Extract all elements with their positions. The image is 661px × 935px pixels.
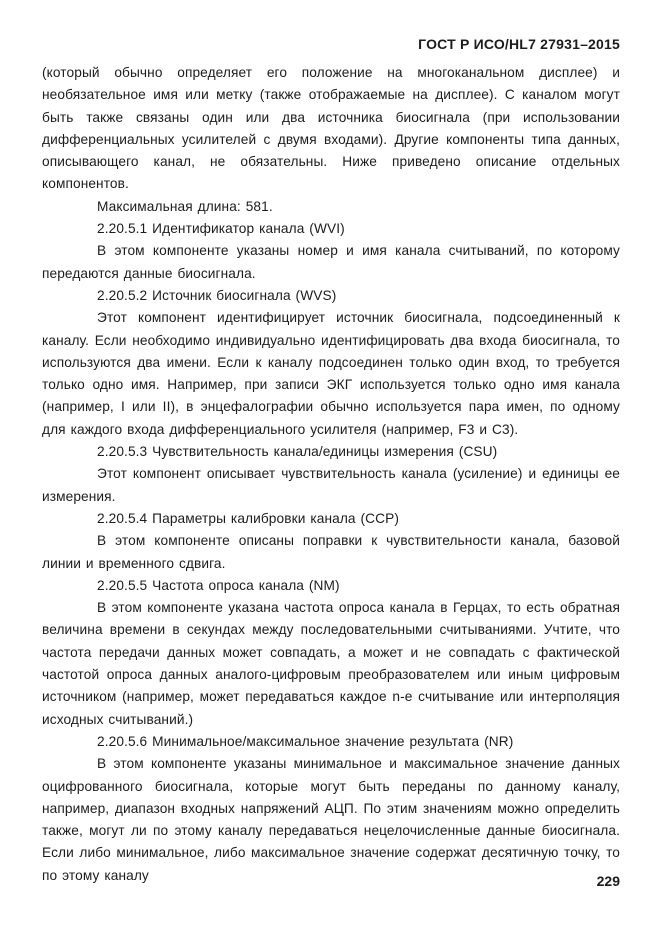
section-heading-2-20-5-6: 2.20.5.6 Минимальное/максимальное значение результата (NR) (97, 733, 514, 749)
paragraph: В этом компоненте описаны поправки к чувствительности канала, базовой линии и временного сдвига. (42, 533, 620, 571)
section-heading-2-20-5-2: 2.20.5.2 Источник биосигнала (WVS) (97, 287, 337, 303)
paragraph-continuation: (который обычно определяет его положение на многоканальном дисплее) и необязательное имя или метку (также отображаемые на дисплее). С каналом могут быть также связаны один или два источника биосигнала (при использовании дифференциальных усилителей с двумя входами). Другие компоненты типа данных, описывающего канал, не обязательны. Ниже приведено описание отдельных компонентов. (42, 65, 620, 192)
page-number: 229 (596, 873, 620, 889)
section-heading-2-20-5-4: 2.20.5.4 Параметры калибровки канала (CCP) (97, 510, 400, 526)
section-heading-2-20-5-3: 2.20.5.3 Чувствительность канала/единицы измерения (CSU) (97, 444, 498, 460)
paragraph: В этом компоненте указаны минимальное и максимальное значение данных оцифрованного биосигнала, которые могут быть переданы по данному каналу, например, диапазон входных напряжений АЦП. По этим значениям можно определить также, могут ли по этому каналу передаваться нецелочисленные данные биосигнала. Если либо минимальное, либо максимальное значение содержат десятичную точку, то по этому каналу (42, 756, 620, 883)
running-header: ГОСТ Р ИСО/HL7 27931–2015 (418, 36, 620, 52)
paragraph: Этот компонент идентифицирует источник биосигнала, подсоединенный к каналу. Если необходимо индивидуально идентифицировать два входа биосигнала, то используются два имени. Если к каналу подсоединен только один вход, то требуется только одно имя. Например, при записи ЭКГ используется только одно имя канала (например, I или II), в энцефалографии обычно используется пара имен, по одному для каждого входа дифференциального усилителя (например, F3 и C3). (42, 310, 620, 437)
paragraph: В этом компоненте указаны номер и имя канала считываний, по которому передаются данные биосигнала. (42, 243, 620, 281)
paragraph: В этом компоненте указана частота опроса канала в Герцах, то есть обратная величина времени в секундах между последовательными считываниями. Учтите, что частота передачи данных может совпадать, а может и не совпадать с фактической частотой опроса данных аналого-цифровым преобразователем или иным цифровым источником (например, может передаваться каждое n-е считывание или интерполяция исходных считываний.) (42, 600, 620, 727)
document-body (42, 62, 620, 887)
paragraph-max-length: Максимальная длина: 581. (97, 198, 273, 214)
section-heading-2-20-5-1: 2.20.5.1 Идентификатор канала (WVI) (97, 221, 345, 237)
paragraph: Этот компонент описывает чувствительность канала (усиление) и единицы ее измерения. (42, 466, 620, 504)
section-heading-2-20-5-5: 2.20.5.5 Частота опроса канала (NM) (97, 577, 340, 593)
